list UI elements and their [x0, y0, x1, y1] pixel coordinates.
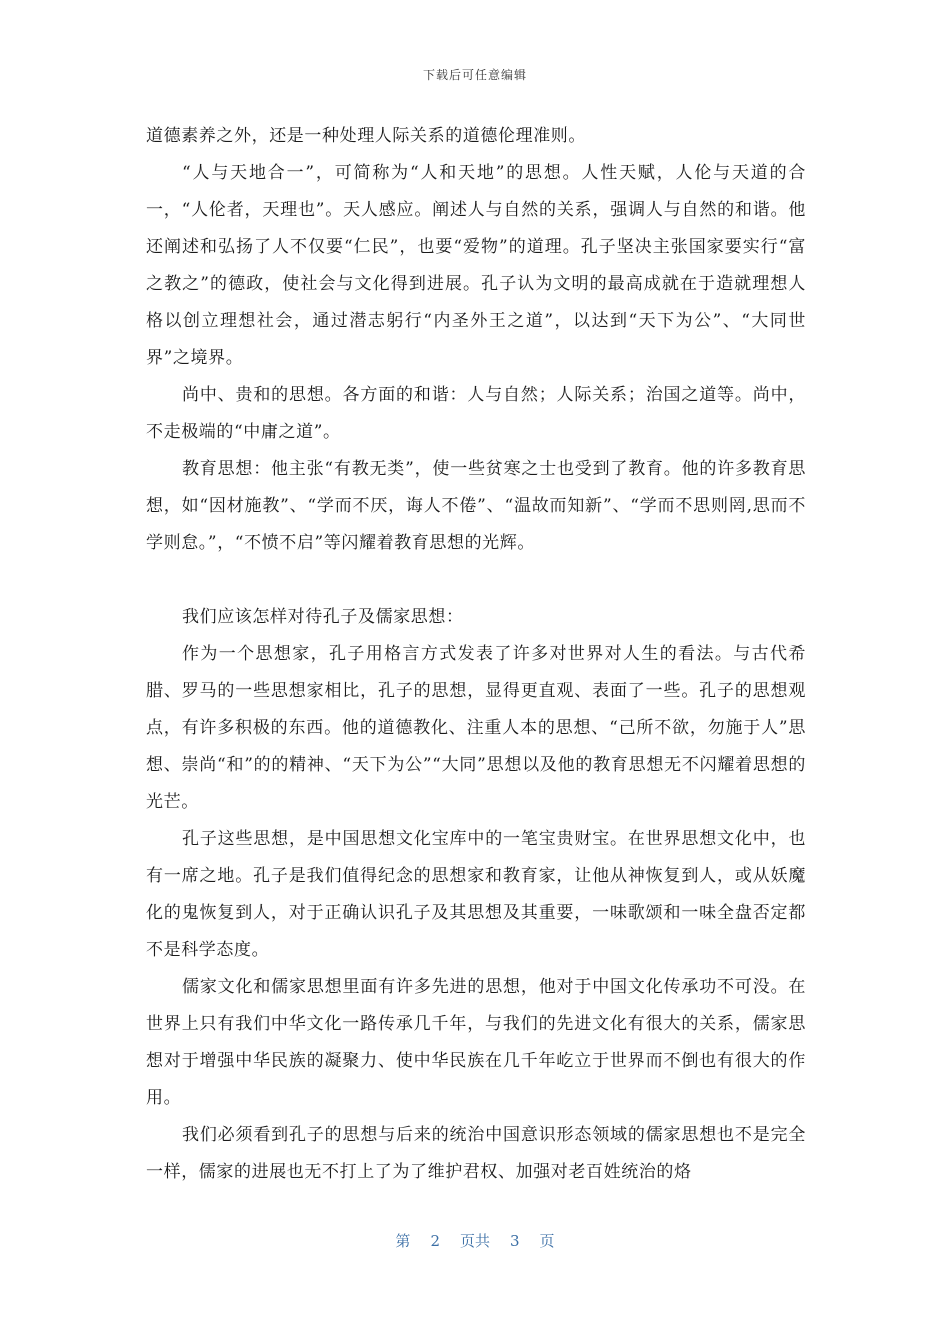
paragraph-continuation: 道德素养之外，还是一种处理人际关系的道德伦理准则。	[146, 126, 586, 146]
footer-label-total: 页共	[459, 1232, 490, 1250]
paragraph-harmony-thought: 尚中、贵和的思想。各方面的和谐：人与自然；人际关系；治国之道等。尚中，不走极端的“中庸之道”。	[146, 385, 806, 442]
paragraph-harmony-heaven-earth: “人与天地合一”，可简称为“人和天地”的思想。人性天赋，人伦与天道的合一，“人伦者，天理也”。天人感应。阐述人与自然的关系，强调人与自然的和谐。他还阐述和弘扬了人不仅要“仁民”，也要“爱物”的道理。孔子坚决主张国家要实行“富之教之”的德政，使社会与文化得到进展。孔子认为文明的最高成就在于造就理想人格以创立理想社会，通过潜志躬行“内圣外王之道”，以达到“天下为公”、“大同世界”之境界。	[146, 163, 806, 368]
footer-label-page: 第	[395, 1232, 411, 1250]
paragraph-confucian-development: 我们必须看到孔子的思想与后来的统治中国意识形态领域的儒家思想也不是完全一样，儒家的进展也无不打上了为了维护君权、加强对老百姓统治的烙	[146, 1125, 806, 1182]
page-footer	[0, 1230, 950, 1251]
footer-total-pages: 3	[510, 1232, 520, 1250]
paragraph-confucius-thinker: 作为一个思想家，孔子用格言方式发表了许多对世界对人生的看法。与古代希腊、罗马的一些思想家相比，孔子的思想，显得更直观、表面了一些。孔子的思想观点，有许多积极的东西。他的道德教化、注重人本的思想、“己所不欲，勿施于人”思想、崇尚“和”的的精神、“天下为公”“大同”思想以及他的教育思想无不闪耀着思想的光芒。	[146, 644, 806, 812]
section-heading: 我们应该怎样对待孔子及儒家思想：	[182, 607, 464, 627]
footer-label-end: 页	[539, 1232, 555, 1250]
paragraph-confucian-culture: 儒家文化和儒家思想里面有许多先进的思想，他对于中国文化传承功不可没。在世界上只有我们中华文化一路传承几千年，与我们的先进文化有很大的关系，儒家思想对于增强中华民族的凝聚力、使中华民族在几千年屹立于世界而不倒也有很大的作用。	[146, 977, 806, 1108]
paragraph-education-thought: 教育思想：他主张“有教无类”，使一些贫寒之士也受到了教育。他的许多教育思想，如“因材施教”、“学而不厌，诲人不倦”、“温故而知新”、“学而不思则罔,思而不学则怠。”，“不愤不启”等闪耀着教育思想的光辉。	[146, 459, 806, 553]
document-body	[146, 118, 806, 1191]
paragraph-cultural-treasure: 孔子这些思想，是中国思想文化宝库中的一笔宝贵财宝。在世界思想文化中，也有一席之地。孔子是我们值得纪念的思想家和教育家，让他从神恢复到人，或从妖魔化的鬼恢复到人，对于正确认识孔子及其思想及其重要，一味歌颂和一味全盘否定都不是科学态度。	[146, 829, 806, 960]
page-header: 下载后可任意编辑	[422, 68, 527, 82]
footer-current-page: 2	[430, 1232, 440, 1250]
